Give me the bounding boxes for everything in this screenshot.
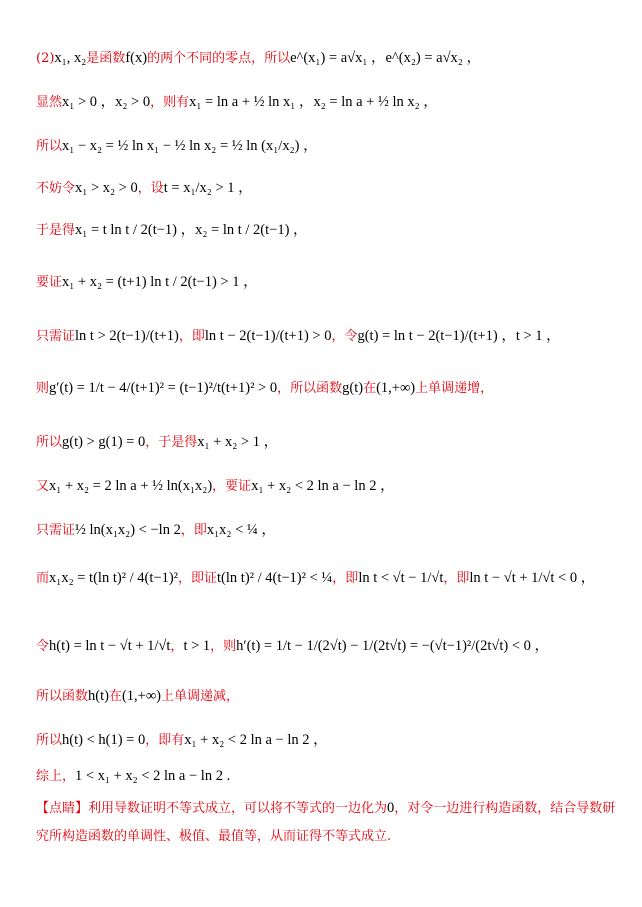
- line-3-text: 所以: [36, 138, 63, 154]
- line-2: [36, 88, 622, 116]
- line-1-label: (2): [36, 50, 55, 66]
- line-14: [36, 684, 622, 708]
- line-13-math-b: t > 1: [183, 637, 211, 654]
- line-5-math: x₁ = t ln t / 2(t−1) ，x₂ = ln t / 2(t−1) ，: [75, 221, 308, 238]
- line-15: [36, 728, 622, 752]
- line-9-math-b: x₁ + x₂ > 1 ，: [197, 433, 279, 450]
- line-7-math-a: ln t > 2(t−1)/(t+1): [75, 327, 179, 344]
- line-8-math-a: g′(t) = 1/t − 4/(t+1)² = (t−1)²/t(t+1)² > 0: [49, 379, 278, 396]
- line-6-math: x₁ + x₂ = (t+1) ln t / 2(t−1) > 1 ，: [62, 273, 258, 290]
- line-10-text: 又: [36, 478, 50, 494]
- line-11-math-b: x₁x₂ < ¼ ，: [206, 521, 276, 538]
- line-1-text: 是函数: [86, 50, 126, 66]
- line-8: [36, 366, 622, 410]
- note-prefix: 【点睛】利用导数证明不等式成立，可以将不等式的一边化为: [36, 801, 388, 816]
- line-2-math-a: x₁ > 0 ，x₂ > 0: [62, 93, 151, 110]
- line-12: [36, 556, 622, 600]
- line-13-math-a: h(t) = ln t − √t + 1/√t: [49, 637, 171, 654]
- line-9-text: 所以: [36, 434, 63, 450]
- note-zero: 0: [387, 800, 395, 816]
- line-12-math-b: t(ln t)² / 4(t−1)² < ¼: [217, 569, 333, 586]
- line-10-math-b: x₁ + x₂ < 2 ln a − ln 2 ，: [251, 477, 395, 494]
- line-4: [36, 172, 622, 204]
- line-6: [36, 262, 622, 302]
- line-16-math: 1 < x₁ + x₂ < 2 ln a − ln 2 .: [75, 767, 231, 784]
- line-3-math: x₁ − x₂ = ½ ln x₁ − ½ ln x₂ = ½ ln (x₁/x₂) ，: [62, 137, 318, 154]
- line-14-text-b: 在: [108, 688, 122, 704]
- line-15-text: 所以: [36, 732, 63, 748]
- line-15-math-b: x₁ + x₂ < 2 ln a − ln 2 ，: [184, 731, 328, 748]
- line-11-text-b: ，即: [180, 522, 207, 538]
- line-16-text: 综上，: [36, 768, 76, 784]
- line-15-math-a: h(t) < h(1) = 0: [62, 731, 146, 748]
- line-4-text: 不妨令: [36, 180, 76, 196]
- line-12-text: 而: [36, 570, 50, 586]
- line-1-math-c: e^(x₁) = a√x₁ ，e^(x₂) = a√x₂ ，: [290, 49, 481, 66]
- line-13-text-b: ，: [170, 638, 184, 654]
- line-9-text-b: ，于是得: [145, 434, 198, 450]
- line-4-math-a: x₁ > x₂ > 0: [75, 179, 138, 196]
- line-14-math-a: h(t): [88, 687, 109, 704]
- line-14-text-c: 上单调递减，: [161, 688, 240, 704]
- line-10-text-b: ，要证: [212, 478, 252, 494]
- line-7-math-b: ln t − 2(t−1)/(t+1) > 0: [204, 327, 332, 344]
- line-14-text: 所以函数: [36, 688, 89, 704]
- line-2-math-b: x₁ = ln a + ½ ln x₁ ，x₂ = ln a + ½ ln x₂ ，: [189, 93, 438, 110]
- line-2-text-b: ，则有: [150, 94, 190, 110]
- line-8-text-b: ，所以函数: [277, 380, 343, 396]
- line-13-text-c: ，则: [210, 638, 237, 654]
- line-8-math-b: g(t): [342, 379, 364, 396]
- line-5: [36, 212, 622, 248]
- line-1-math-b: f(x): [125, 49, 148, 66]
- line-13: [36, 620, 622, 672]
- line-2-text: 显然: [36, 94, 63, 110]
- line-11-math-a: ½ ln(x₁x₂) < −ln 2: [75, 521, 181, 538]
- line-8-text-c: 在: [363, 380, 377, 396]
- line-12-text-b: ，即证: [178, 570, 218, 586]
- line-13-math-c: h′(t) = 1/t − 1/(2√t) − 1/(2t√t) = −(√t−1)²/(2t√t) < 0 ，: [236, 637, 550, 654]
- line-5-text: 于是得: [36, 222, 76, 238]
- line-8-math-c: (1,+∞): [376, 379, 416, 396]
- line-12-math-c: ln t < √t − 1/√t: [358, 569, 444, 586]
- line-1-math-a: x₁, x₂: [54, 49, 87, 66]
- line-8-text: 则: [36, 380, 50, 396]
- line-7-text-c: ，令: [331, 328, 358, 344]
- line-7-text-b: ，即: [178, 328, 205, 344]
- line-8-text-d: 上单调递增，: [415, 380, 494, 396]
- line-3: [36, 128, 622, 164]
- line-12-math-a: x₁x₂ = t(ln t)² / 4(t−1)²: [49, 569, 179, 586]
- line-12-text-c: ，即: [332, 570, 359, 586]
- line-7-text: 只需证: [36, 328, 76, 344]
- line-9-math-a: g(t) > g(1) = 0: [62, 433, 146, 450]
- line-13-text: 令: [36, 638, 50, 654]
- line-15-text-b: ，即有: [145, 732, 185, 748]
- dianjing-note: [36, 794, 618, 851]
- line-12-text-d: ，即: [443, 570, 470, 586]
- line-9: [36, 428, 622, 456]
- line-6-text: 要证: [36, 274, 63, 290]
- line-10: [36, 468, 622, 504]
- line-4-math-b: t = x₁/x₂ > 1 ，: [163, 179, 253, 196]
- line-11: [36, 512, 622, 548]
- line-1-text-b: 的两个不同的零点，所以: [147, 50, 291, 66]
- line-4-text-b: ，设: [137, 180, 164, 196]
- line-11-text: 只需证: [36, 522, 76, 538]
- line-14-math-b: (1,+∞): [121, 687, 162, 704]
- line-7: [36, 316, 622, 356]
- line-1: [36, 46, 622, 70]
- line-10-math-a: x₁ + x₂ = 2 ln a + ½ ln(x₁x₂): [49, 477, 213, 494]
- note-suffix: ，对令一边进行构造函数，结合导数研究所构造函数的单调性、极值、最值等，从而证得不等式成立.: [36, 801, 616, 844]
- line-7-math-c: g(t) = ln t − 2(t−1)/(t+1) ，t > 1 ，: [357, 327, 561, 344]
- line-12-math-d: ln t − √t + 1/√t < 0 ，: [469, 569, 596, 586]
- line-16: [36, 764, 622, 788]
